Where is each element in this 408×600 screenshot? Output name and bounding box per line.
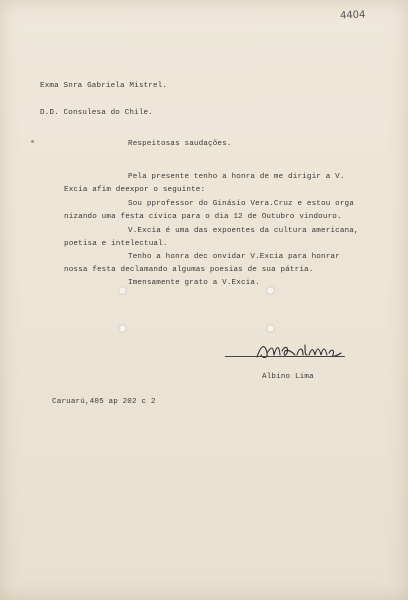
handwritten-signature — [255, 339, 345, 363]
sender-address: Caruarú,405 ap 202 c 2 — [52, 398, 156, 406]
signature-line — [225, 356, 345, 357]
body-line-5: V.Excia é uma das expoentes da cultura americana, — [128, 227, 359, 235]
signer-name: Albino Lima — [262, 373, 314, 381]
punch-hole — [266, 324, 275, 333]
greeting: Respeitosas saudações. — [128, 140, 232, 148]
body-line-9: Imensamente grato a V.Excia. — [128, 279, 260, 287]
body-line-6: poetisa e intelectual. — [64, 240, 168, 248]
salutation-recipient: Exma Snra Gabriela Mistrel. — [40, 82, 168, 90]
body-line-1: Pela presente tenho a honra de me dirigir a V. — [128, 173, 345, 181]
salutation-title: D.D. Consulesa do Chile. — [40, 109, 153, 117]
punch-hole — [118, 324, 127, 333]
margin-mark — [31, 140, 34, 143]
body-line-2: Excia afim deexpor o seguinte: — [64, 186, 206, 194]
punch-hole — [118, 286, 127, 295]
body-line-7: Tenho a honra dec onvidar V.Excia para honrar — [128, 253, 340, 261]
body-line-8: nossa festa declamando algumas poesias de sua pátria. — [64, 266, 314, 274]
punch-hole — [266, 286, 275, 295]
body-line-3: Sou pprofessor do Ginásio Vera.Cruz e estou orga — [128, 200, 354, 208]
archive-number: 4404 — [339, 9, 366, 22]
body-line-4: nizando uma festa cívica para o dia 12 de Outubro vindouro. — [64, 213, 342, 221]
